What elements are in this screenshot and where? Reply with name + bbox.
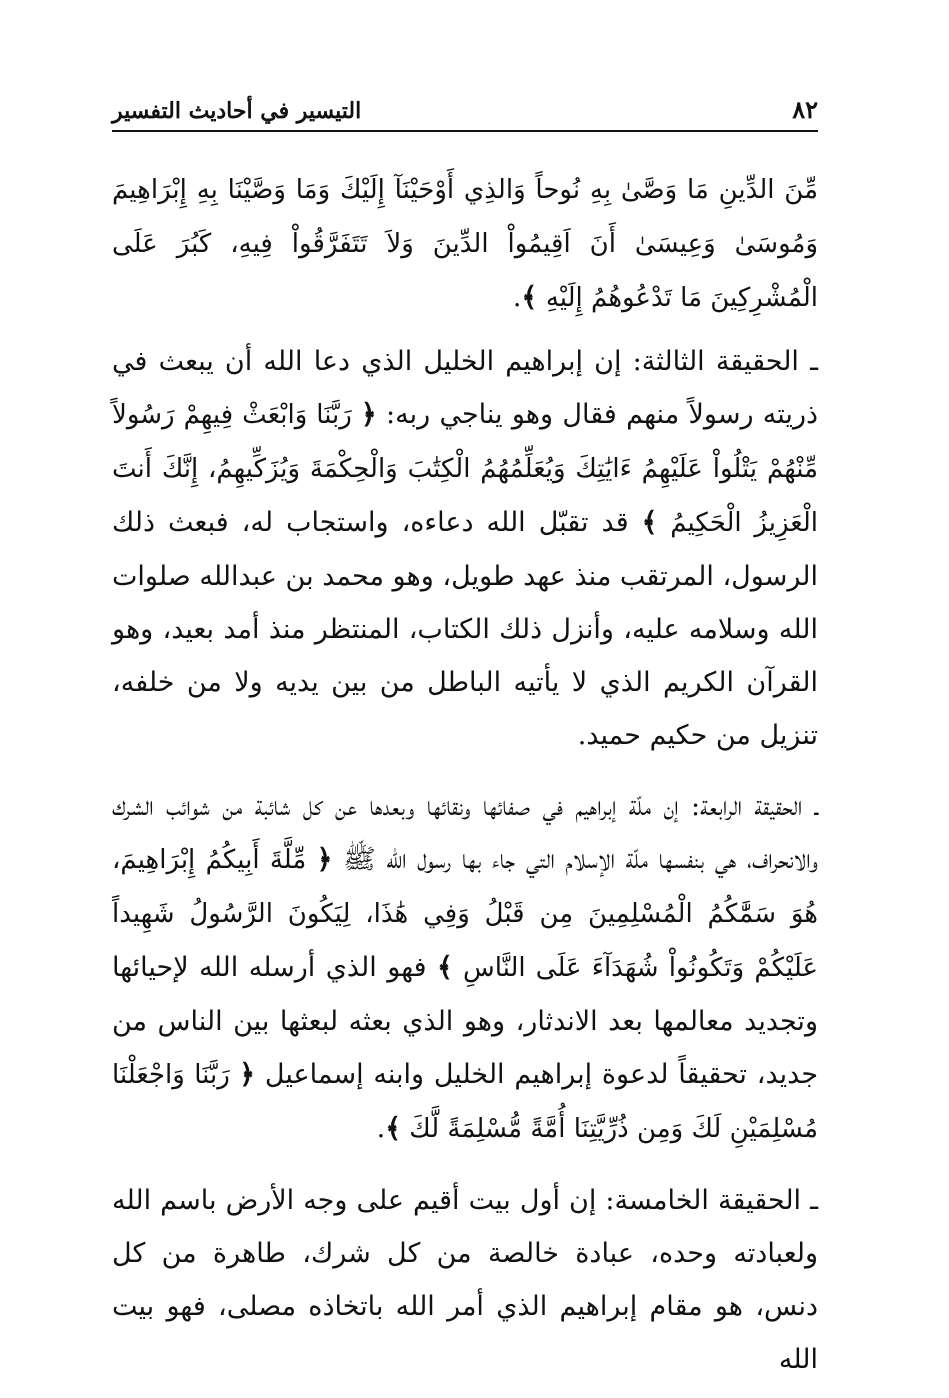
page-number: ٨٢	[792, 95, 818, 124]
page-header	[112, 92, 818, 132]
quran-verse: مِّلَّةَ أَبِيكُمُ إِبْرَاهِيمَ، هُوَ سَمَّٰكُمُ الْمُسْلِمِينَ مِن قَبْلُ وَفِي هَٰذَا، لِيَكُونَ الرَّسُولُ شَهِيداً عَلَيْكُمْ وَتَكُونُواْ شُهَدَآءَ عَلَى النَّاسِ	[112, 845, 818, 983]
quran-verse: مِّنَ الدِّينِ مَا وَصَّىٰ بِهِ نُوحاً وَالذِي أَوْحَيْنَآ إِلَيْكَ وَمَا وَصَّيْنَا بِهِ إِبْرَاهِيمَ وَمُوسَىٰ وَعِيسَىٰ أَنَ اَقِيمُواْ الدِّينَ وَلاَ تَتَفَرَّقُواْ فِيهِ، كَبُرَ عَلَى الْمُشْرِكِينَ مَا تَدْعُوهُمُ إِلَيْهِ	[112, 175, 818, 313]
quran-open-bracket: ﴿	[316, 844, 333, 875]
text-segment: ـ الحقيقة الرابعة: إن ملّة إبراهيم في صفائها ونقائها وبعدها عن كل شائبة من شوائب الشرك والانحراف، هي بنفسها ملّة الإسلام التي جاء بها رسول الله ﷺ	[112, 791, 818, 875]
quran-close-bracket: ﴾	[437, 952, 453, 983]
paragraph-third-truth	[112, 335, 818, 762]
body-text	[112, 163, 818, 1396]
paragraph-quran-continuation	[112, 163, 818, 325]
text-segment: ـ الحقيقة الخامسة: إن أول بيت أقيم على وجه الأرض باسم الله ولعبادته وحده، عبادة خالصة من كل شرك، طاهرة من كل دنس، هو مقام إبراهيم الذي أمر الله باتخاذه مصلى، فهو بيت الله	[112, 1185, 818, 1375]
quran-open-bracket: ﴿	[239, 1059, 256, 1090]
running-title: التيسير في أحاديث التفسير	[112, 98, 362, 124]
quran-close-bracket: ﴾	[521, 282, 538, 313]
text-segment: .	[376, 1113, 386, 1144]
quran-close-bracket: ﴾	[641, 507, 658, 538]
quran-verse: رَبَّنَا وَابْعَثْ فِيهِمْ رَسُولاً مِّنْهُمْ يَتْلُواْ عَلَيْهِمُ ءَايَٰتِكَ وَيُعَلِّمُهُمُ الْكِتَٰبَ وَالْحِكْمَةَ وَيُزَكِّيهِمُ، إِنَّكَ أَنتَ الْعَزِيزُ الْحَكِيمُ	[112, 400, 818, 538]
quran-close-bracket: ﴾	[385, 1113, 402, 1144]
text-segment: .	[512, 282, 522, 313]
quran-open-bracket: ﴿	[360, 399, 377, 430]
paragraph-fourth-truth	[112, 780, 818, 1156]
quran-verse: رَبَّنَا وَاجْعَلْنَا مُسْلِمَيْنِ لَكَ وَمِن ذُرِّيَّتِنَا أُمَّةً مُّسْلِمَةً لَّكَ	[112, 1060, 818, 1144]
text-segment: قد تقبّل الله دعاءه، واستجاب له، فبعث ذلك الرسول، المرتقب منذ عهد طويل، وهو محمد بن عبدالله صلوات الله وسلامه عليه، وأنزل ذلك الكتاب، المنتظر منذ أمد بعيد، وهو القرآن الكريم الذي لا يأتيه الباطل من بين يديه ولا من خلفه، تنزيل من حكيم حميد.	[112, 507, 818, 751]
text-segment: ـ الحقيقة الثالثة: إن إبراهيم الخليل الذي دعا الله أن يبعث في ذريته رسولاً منهم فقال وهو يناجي ربه:	[112, 346, 819, 430]
text-segment: فهو الذي أرسله الله لإحيائها وتجديد معالمها بعد الاندثار، وهو الذي بعثه لبعثها بين الناس من جديد، تحقيقاً لدعوة إبراهيم الخليل وابنه إسماعيل	[112, 952, 819, 1090]
paragraph-fifth-truth	[112, 1174, 818, 1386]
